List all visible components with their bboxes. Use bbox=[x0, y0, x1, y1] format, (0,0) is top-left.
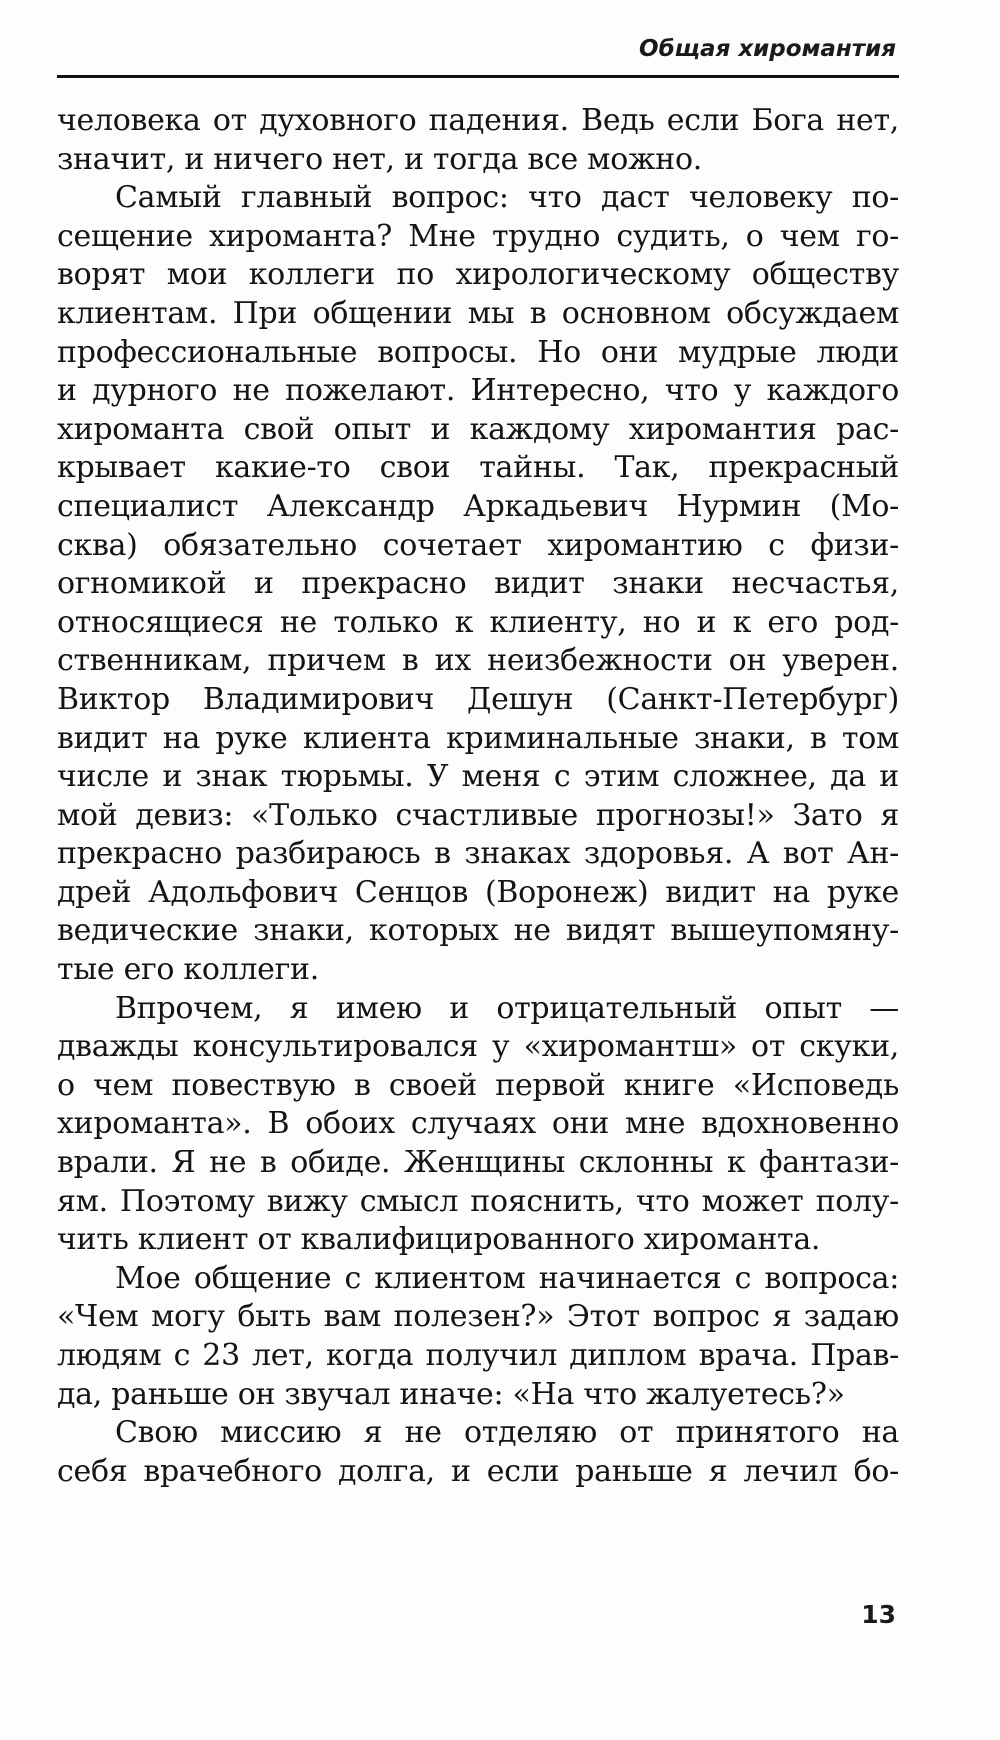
text-line: Виктор Владимирович Дешун (Санкт-Петербург) bbox=[57, 681, 899, 717]
header-rule bbox=[57, 75, 899, 78]
text-line: врали. Я не в обиде. Женщины склонны к фантази- bbox=[57, 1145, 899, 1181]
page-number: 13 bbox=[861, 1600, 896, 1629]
text-line: значит, и ничего нет, и тогда все можно. bbox=[57, 141, 702, 177]
text-line: тые его коллеги. bbox=[57, 952, 319, 988]
text-line: видит на руке клиента криминальные знаки, в том bbox=[57, 720, 899, 756]
text-line: ственникам, причем в их неизбежности он уверен. bbox=[57, 643, 899, 679]
text-line: относящиеся не только к клиенту, но и к его род- bbox=[57, 604, 899, 640]
text-line: о чем повествую в своей первой книге «Исповедь bbox=[57, 1067, 899, 1103]
text-line: хироманта свой опыт и каждому хиромантия рас- bbox=[57, 411, 899, 447]
text-line: хироманта». В обоих случаях они мне вдохновенно bbox=[57, 1106, 899, 1142]
text-line: крывает какие-то свои тайны. Так, прекрасный bbox=[57, 450, 899, 486]
text-line: Впрочем, я имею и отрицательный опыт — bbox=[115, 990, 899, 1026]
text-line: и дурного не пожелают. Интересно, что у каждого bbox=[57, 373, 899, 409]
text-line: Мое общение с клиентом начинается с вопроса: bbox=[115, 1260, 899, 1296]
text-line: ям. Поэтому вижу смысл пояснить, что может полу- bbox=[57, 1183, 899, 1219]
text-line: «Чем могу быть вам полезен?» Этот вопрос я задаю bbox=[57, 1299, 899, 1335]
text-line: сква) обязательно сочетает хиромантию с физи- bbox=[57, 527, 899, 563]
text-line: себя врачебного долга, и если раньше я лечил бо- bbox=[57, 1453, 899, 1489]
text-line: огномикой и прекрасно видит знаки несчастья, bbox=[57, 566, 899, 602]
text-line: Свою миссию я не отделяю от принятого на bbox=[115, 1415, 899, 1451]
text-line: числе и знак тюрьмы. У меня с этим сложнее, да и bbox=[57, 759, 899, 795]
text-line: специалист Александр Аркадьевич Нурмин (Мо- bbox=[57, 488, 899, 524]
text-line: да, раньше он звучал иначе: «На что жалуетесь?» bbox=[57, 1376, 845, 1412]
text-line: мой девиз: «Только счастливые прогнозы!» Зато я bbox=[57, 797, 899, 833]
text-line: человека от духовного падения. Ведь если Бога нет, bbox=[57, 103, 899, 138]
text-line: ворят мои коллеги по хирологическому обществу bbox=[57, 257, 899, 293]
running-head: Общая хиромантия bbox=[639, 36, 896, 62]
text-line: чить клиент от квалифицированного хироманта. bbox=[57, 1222, 821, 1258]
text-line: сещение хироманта? Мне трудно судить, о чем го- bbox=[57, 218, 899, 254]
text-line: прекрасно разбираюсь в знаках здоровья. А вот Ан- bbox=[57, 836, 899, 872]
text-line: дважды консультировался у «хиромантш» от скуки, bbox=[57, 1029, 899, 1065]
text-line: клиентам. При общении мы в основном обсуждаем bbox=[57, 295, 899, 331]
text-line: профессиональные вопросы. Но они мудрые люди bbox=[57, 334, 899, 370]
text-line: дрей Адольфович Сенцов (Воронеж) видит на руке bbox=[57, 874, 899, 910]
body-text bbox=[57, 102, 899, 1491]
text-line: людям с 23 лет, когда получил диплом врача. Прав- bbox=[57, 1338, 899, 1373]
text-line: ведические знаки, которых не видят вышеупомяну- bbox=[57, 913, 899, 949]
text-line: Самый главный вопрос: что даст человеку по- bbox=[115, 180, 899, 216]
